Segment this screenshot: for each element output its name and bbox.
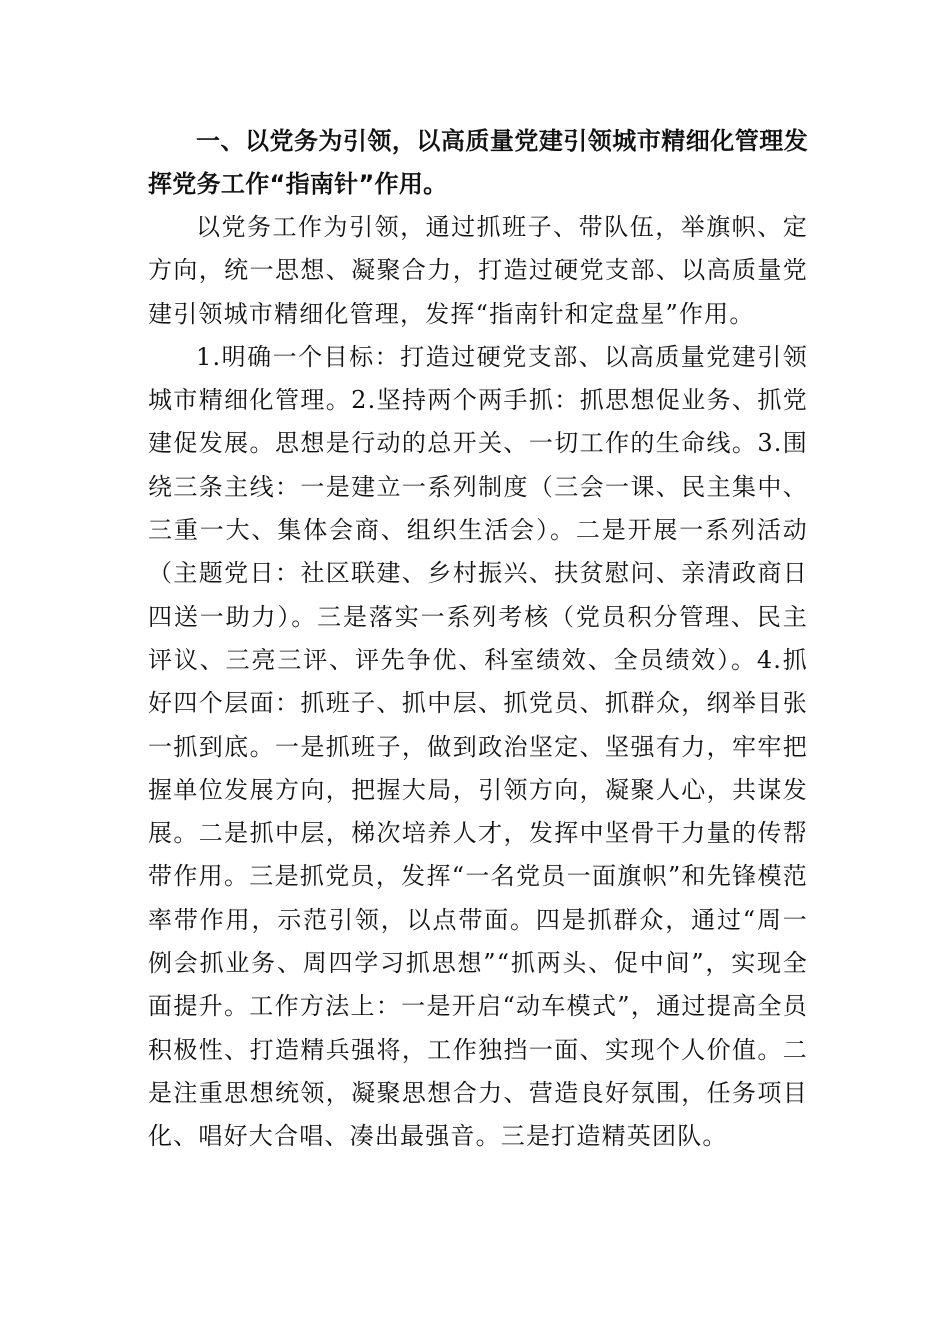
- document-body: [148, 120, 808, 1159]
- section-heading: 一、以党务为引领，以高质量党建引领城市精细化管理发挥党务工作“指南针”作用。: [148, 127, 808, 198]
- detail-paragraph: 1.明确一个目标：打造过硬党支部、以高质量党建引领城市精细化管理。2.坚持两个两手抓：抓思想促业务、抓党建促发展。思想是行动的总开关、一切工作的生命线。3.围绕三条主线：一是建立一系列制度（三会一课、民主集中、三重一大、集体会商、组织生活会）。二是开展一系列活动（主题党日：社区联建、乡村振兴、扶贫慰问、亲清政商日四送一助力）。三是落实一系列考核（党员积分管理、民主评议、三亮三评、评先争优、科室绩效、全员绩效）。4.抓好四个层面：抓班子、抓中层、抓党员、抓群众，纲举目张一抓到底。一是抓班子，做到政治坚定、坚强有力，牢牢把握单位发展方向，把握大局，引领方向，凝聚人心，共谋发展。二是抓中层，梯次培养人才，发挥中坚骨干力量的传帮带作用。三是抓党员，发挥“一名党员一面旗帜”和先锋模范率带作用，示范引领，以点带面。四是抓群众，通过“周一例会抓业务、周四学习抓思想”“抓两头、促中间”，实现全面提升。工作方法上：一是开启“动车模式”，通过提高全员积极性、打造精兵强将，工作独挡一面、实现个人价值。二是注重思想统领，凝聚思想合力、营造良好氛围，任务项目化、唱好大合唱、凑出最强音。三是打造精英团队。: [148, 342, 808, 1151]
- intro-paragraph: 以党务工作为引领，通过抓班子、带队伍，举旗帜、定方向，统一思想、凝聚合力，打造过硬党支部、以高质量党建引领城市精细化管理，发挥“指南针和定盘星”作用。: [148, 213, 808, 328]
